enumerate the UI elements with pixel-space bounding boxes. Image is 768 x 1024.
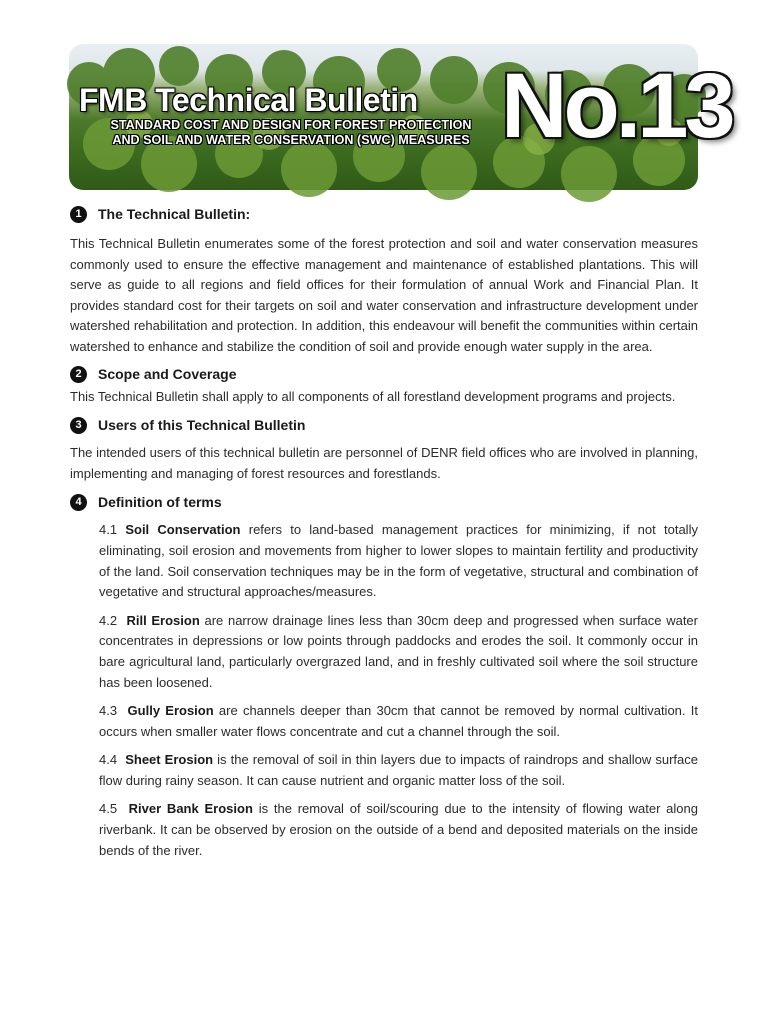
document-body <box>70 204 698 861</box>
definition-item <box>70 611 698 693</box>
section-paragraph: The intended users of this technical bulletin are personnel of DENR field offices who are involved in planning, implementing and managing of forest resources and forestlands. <box>70 445 698 481</box>
section-paragraph: This Technical Bulletin enumerates some of the forest protection and soil and water conservation measures commonly used to ensure the effective management and maintenance of established plantations. This will serve as guide to all regions and field offices for their formulation of annual Work and Financial Plan. It provides standard cost for their targets on soil and water conservation and infrastructure development under watershed rehabilitation and protection. In addition, this endeavour will benefit the communities within certain watershed to enhance and stabilize the condition of soil and provide enough water supply in the area. <box>70 236 698 354</box>
definition-term: River Bank Erosion <box>128 801 253 817</box>
section-number-badge: 2 <box>70 366 87 383</box>
bulletin-number: No.13 <box>501 55 732 157</box>
definition-number: 4.4 <box>99 752 118 768</box>
section-heading-3 <box>70 415 698 435</box>
section-title: Definition of terms <box>98 494 222 511</box>
banner-subtitle <box>81 118 501 148</box>
definition-text: refers to land-based management practices for minimizing, if not totally eliminating, soil erosion and movements from higher to lower slopes to maintain fertility and productivity of the land. Soil conservation techniques may be in the form of vegetative, structural and combination of vegetative and structural approaches/measures. <box>99 522 698 600</box>
section-number-badge: 1 <box>70 206 87 223</box>
definition-term: Rill Erosion <box>126 612 200 628</box>
definition-text: is the removal of soil in thin layers due to impacts of raindrops and shallow surface flow during rainy season. It can cause nutrient and organic matter loss of the soil. <box>99 752 698 788</box>
definition-text: are narrow drainage lines less than 30cm deep and progressed when surface water concentrates in depressions or low points through paddocks and erodes the soil. It commonly occur in bare agricultural land, particularly overgrazed land, and in freshly cultivated soil where the soil structure has been loosened. <box>99 612 698 690</box>
section-heading-1 <box>70 204 698 224</box>
banner-subtitle-line2: AND SOIL AND WATER CONSERVATION (SWC) MEASURES <box>112 133 470 147</box>
definition-term: Gully Erosion <box>127 703 214 719</box>
definition-number: 4.1 <box>99 522 118 538</box>
definition-item <box>70 701 698 742</box>
section-title: The Technical Bulletin: <box>98 205 251 222</box>
section-heading-2 <box>70 365 698 385</box>
section-number-badge: 4 <box>70 494 87 511</box>
banner-subtitle-line1: STANDARD COST AND DESIGN FOR FOREST PROTECTION <box>110 118 472 132</box>
definition-item <box>70 799 698 861</box>
definition-number: 4.2 <box>99 612 118 628</box>
section-title: Users of this Technical Bulletin <box>98 416 306 433</box>
definition-text: is the removal of soil/scouring due to the intensity of flowing water along riverbank. It can be observed by erosion on the outside of a bend and deposited materials on the inside bends of the river. <box>99 801 698 858</box>
section-heading-4 <box>70 492 698 512</box>
definition-text: are channels deeper than 30cm that cannot be removed by normal cultivation. It occurs when smaller water flows concentrate and cut a channel through the soil. <box>99 703 698 739</box>
definition-number: 4.5 <box>99 801 118 817</box>
definition-item <box>70 520 698 602</box>
definition-item <box>70 750 698 791</box>
section-paragraph: This Technical Bulletin shall apply to all components of all forestland development programs and projects. <box>70 388 676 404</box>
section-title: Scope and Coverage <box>98 366 237 383</box>
definition-term: Soil Conservation <box>125 522 241 538</box>
header-banner <box>69 44 732 190</box>
definition-number: 4.3 <box>99 703 118 719</box>
banner-title: FMB Technical Bulletin <box>79 82 418 118</box>
definition-term: Sheet Erosion <box>125 752 214 768</box>
section-number-badge: 3 <box>70 417 87 434</box>
